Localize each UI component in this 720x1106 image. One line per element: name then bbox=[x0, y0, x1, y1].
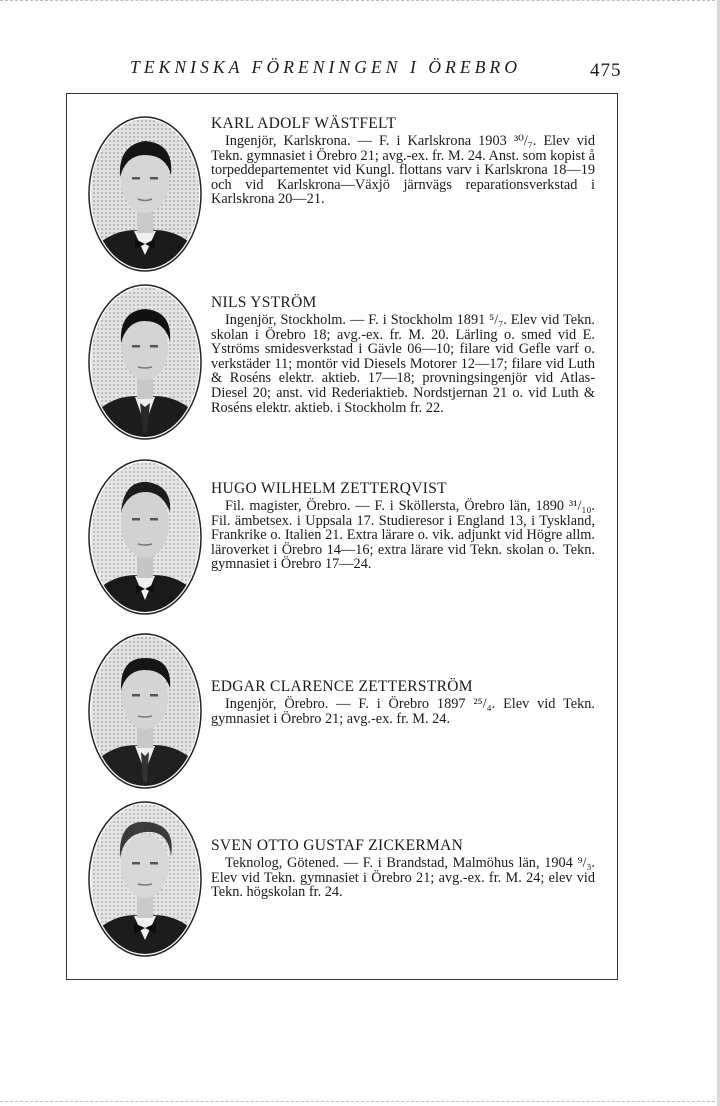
person-biography: Ingenjör, Stockholm. — F. i Stockholm 1891 ⁵/₇. Elev vid Tekn. skolan i Örebro 18; avg.-ex. fr. M. 20. Lärling o. smed vid E. Yströms smidesverkstad i Gävle 06—10; filare vid Gefle varf o. verkstäder 11; montör vid Diesels Motorer 12—17; filare vid Luth & Roséns elektr. aktieb. 17—18; provningsingenjör vid Atlas-Diesel 20; anst. vid Rederiaktieb. Nordstjernan 21 o. vid Luth & Roséns elektr. aktieb. i Stockholm fr. 22. bbox=[211, 312, 595, 416]
portrait-photo bbox=[88, 800, 202, 958]
person-name: EDGAR CLARENCE ZETTERSTRÖM bbox=[211, 678, 473, 695]
running-header-title: TEKNISKA FÖRENINGEN I ÖREBRO bbox=[130, 57, 522, 77]
portrait-photo bbox=[88, 115, 202, 273]
person-name: HUGO WILHELM ZETTERQVIST bbox=[211, 480, 447, 497]
person-name: SVEN OTTO GUSTAF ZICKERMAN bbox=[211, 837, 464, 854]
person-name: KARL ADOLF WÄSTFELT bbox=[211, 115, 397, 132]
bottom-scan-rule bbox=[0, 1101, 720, 1103]
page-number: 475 bbox=[590, 60, 622, 81]
person-biography: Teknolog, Götened. — F. i Brandstad, Malmöhus län, 1904 ⁹/₃. Elev vid Tekn. gymnasiet i Örebro 21; avg.-ex. fr. M. 24; elev vid Tekn. högskolan fr. 24. bbox=[211, 855, 595, 901]
portrait-photo bbox=[88, 632, 202, 790]
person-biography: Ingenjör, Örebro. — F. i Örebro 1897 ²⁵/₄. Elev vid Tekn. gymnasiet i Örebro 21; avg.-ex. fr. M. 24. bbox=[211, 696, 595, 727]
person-biography: Fil. magister, Örebro. — F. i Sköllersta, Örebro län, 1890 ³¹/₁₀. Fil. ämbetsex. i Uppsala 17. Studieresor i England 13, i Tyskland, Frankrike o. Italien 21. Extra lärare o. vik. adjunkt vid Högre allm. läroverket i Örebro 14—16; extra lärare vid Tekn. skolan o. Tekn. gymnasiet i Örebro 17—24. bbox=[211, 498, 595, 573]
portrait-photo bbox=[88, 458, 202, 616]
person-name: NILS YSTRÖM bbox=[211, 294, 317, 311]
person-biography: Ingenjör, Karlskrona. — F. i Karlskrona 1903 ³⁰/₇. Elev vid Tekn. gymnasiet i Örebro 21; avg.-ex. fr. M. 24. Anst. som kopist å torpeddepartementet vid Kungl. flottans varv i Karlskrona 18—19 och vid Karlskrona—Växjö järnvägs reparationsverkstad i Karlskrona 20—21. bbox=[211, 133, 595, 208]
portrait-photo bbox=[88, 283, 202, 441]
top-scan-rule bbox=[0, 0, 720, 4]
